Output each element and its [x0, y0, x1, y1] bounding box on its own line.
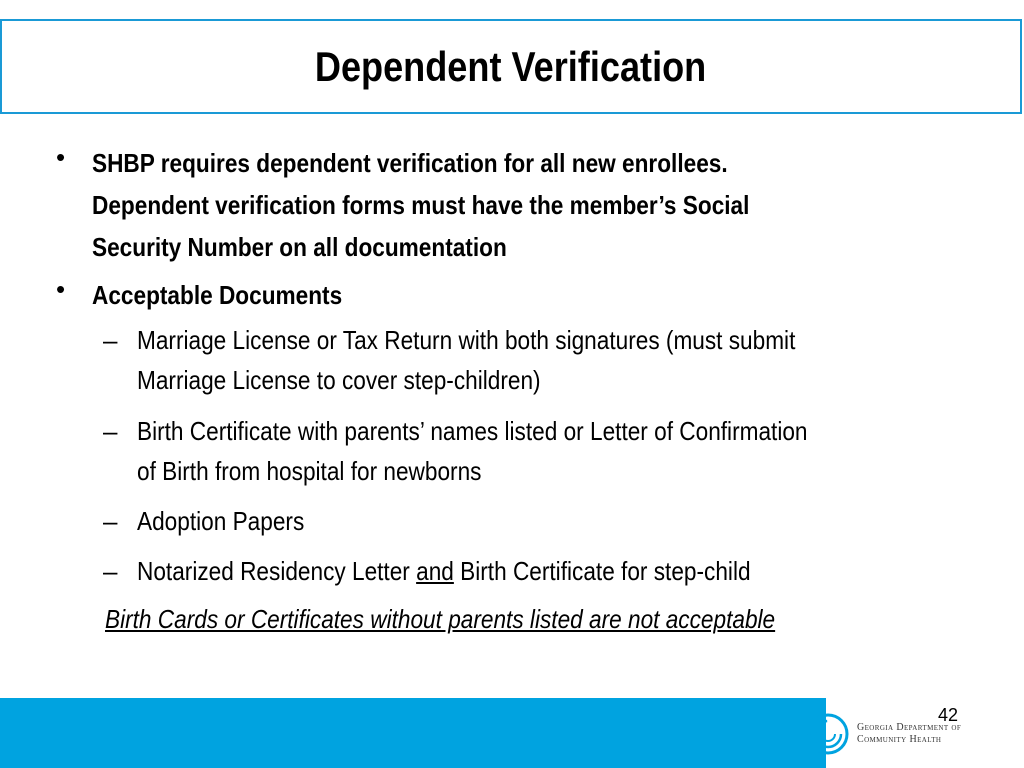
dash-marker: – [103, 325, 118, 355]
sub-item-line: of Birth from hospital for newborns [137, 456, 482, 486]
dash-marker: – [103, 416, 118, 446]
sub-item-line: Adoption Papers [137, 506, 305, 536]
page-number: 42 [938, 705, 959, 725]
gdch-logo-icon [806, 712, 850, 756]
logo-text [857, 722, 961, 746]
residency-text-after: Birth Certificate for step-child [453, 556, 751, 586]
sub-item-marriage-license [0, 320, 1024, 400]
residency-text-before: Notarized Residency Letter [137, 556, 417, 586]
sub-item-line: Birth Certificate with parents’ names listed or Letter of Confirmation [137, 416, 808, 446]
sub-item-birth-certificate [0, 411, 1024, 491]
bullet-label: Acceptable Documents [92, 280, 343, 310]
sub-item-line [137, 551, 909, 591]
emphasis-and: and [416, 556, 454, 586]
slide-title: Dependent Verification [315, 42, 707, 90]
dash-marker: – [103, 556, 118, 586]
bullet-marker: • [56, 142, 66, 172]
sub-item-residency-letter [0, 551, 1024, 591]
bullet-line: Dependent verification forms must have the member’s Social [92, 190, 750, 220]
slide-content [0, 142, 1024, 639]
sub-item-line: Marriage License to cover step-children) [137, 365, 541, 395]
not-acceptable-note [0, 599, 1024, 639]
title-box [0, 19, 1022, 114]
logo-line-1: Georgia Department of [857, 722, 962, 733]
footer-accent-bar [0, 698, 826, 768]
bullet-item-acceptable-documents [0, 274, 1024, 316]
bullet-line: SHBP requires dependent verification for all new enrollees. [92, 148, 728, 178]
sub-item-adoption-papers [0, 501, 1024, 541]
dash-marker: – [103, 506, 118, 536]
sub-item-line: Marriage License or Tax Return with both signatures (must submit [137, 325, 796, 355]
bullet-line: Security Number on all documentation [92, 232, 507, 262]
bullet-item-requirements [0, 142, 1024, 268]
logo-line-2: Community Health [857, 734, 942, 745]
bullet-marker: • [56, 274, 66, 304]
note-text: Birth Cards or Certificates without parents listed are not acceptable [105, 604, 776, 634]
